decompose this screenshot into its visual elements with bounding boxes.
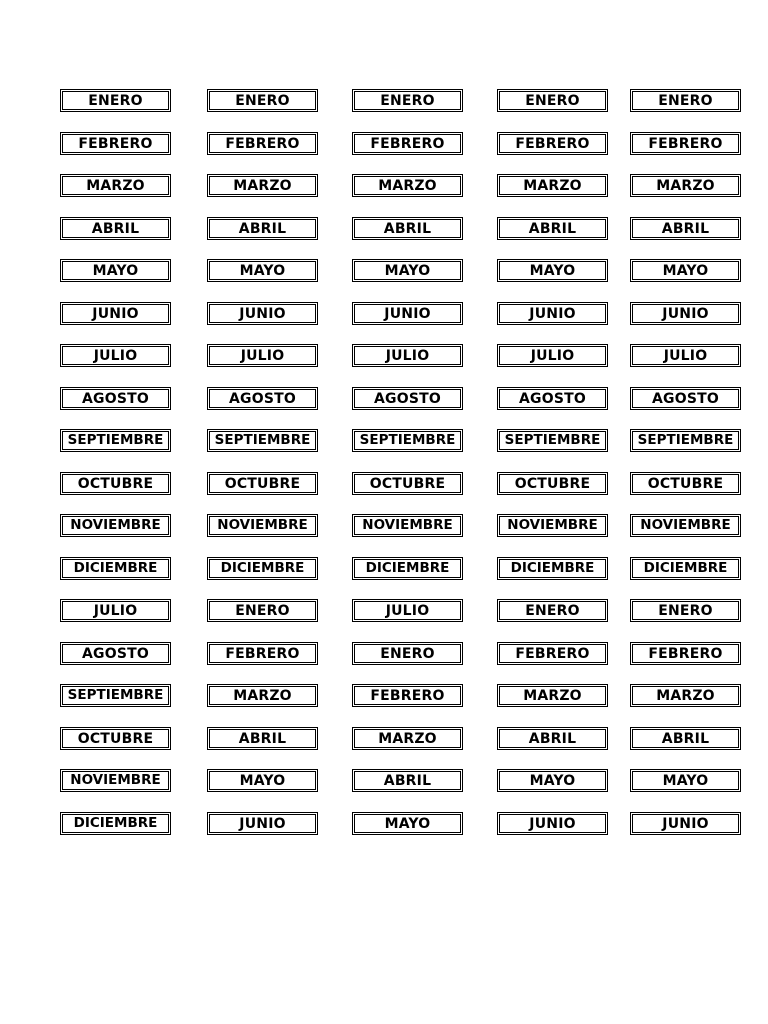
month-label: JUNIO <box>352 302 463 325</box>
month-label: JUNIO <box>497 302 608 325</box>
month-label: FEBRERO <box>60 132 171 155</box>
month-label: NOVIEMBRE <box>60 769 171 792</box>
month-label: MARZO <box>497 174 608 197</box>
month-label: NOVIEMBRE <box>207 514 318 537</box>
month-label: ABRIL <box>352 217 463 240</box>
month-label: MARZO <box>207 684 318 707</box>
month-label: JULIO <box>497 344 608 367</box>
month-label: ENERO <box>207 599 318 622</box>
month-label: MARZO <box>207 174 318 197</box>
month-label: MARZO <box>60 174 171 197</box>
month-label: MAYO <box>630 259 741 282</box>
month-label: ABRIL <box>497 217 608 240</box>
month-label: FEBRERO <box>207 132 318 155</box>
month-label: ABRIL <box>630 727 741 750</box>
month-label: NOVIEMBRE <box>60 514 171 537</box>
month-label: MARZO <box>497 684 608 707</box>
month-label: ABRIL <box>207 217 318 240</box>
month-label: AGOSTO <box>60 387 171 410</box>
month-label: ABRIL <box>630 217 741 240</box>
month-label: MARZO <box>630 174 741 197</box>
month-label: JULIO <box>60 344 171 367</box>
month-label: OCTUBRE <box>207 472 318 495</box>
month-label: MARZO <box>630 684 741 707</box>
month-label: MAYO <box>207 769 318 792</box>
month-label: SEPTIEMBRE <box>352 429 463 452</box>
month-label: SEPTIEMBRE <box>497 429 608 452</box>
month-label: FEBRERO <box>497 642 608 665</box>
month-label: FEBRERO <box>630 642 741 665</box>
month-label: DICIEMBRE <box>207 557 318 580</box>
month-label: MARZO <box>352 727 463 750</box>
month-label: AGOSTO <box>630 387 741 410</box>
month-label: DICIEMBRE <box>352 557 463 580</box>
month-label: FEBRERO <box>497 132 608 155</box>
month-label: ABRIL <box>352 769 463 792</box>
month-label: MARZO <box>352 174 463 197</box>
month-label: ENERO <box>497 89 608 112</box>
month-label: JULIO <box>207 344 318 367</box>
month-label: MAYO <box>207 259 318 282</box>
month-label: OCTUBRE <box>497 472 608 495</box>
month-label: MAYO <box>60 259 171 282</box>
month-label: ENERO <box>630 89 741 112</box>
month-label: ENERO <box>352 89 463 112</box>
month-label: NOVIEMBRE <box>497 514 608 537</box>
month-label: FEBRERO <box>207 642 318 665</box>
month-label: OCTUBRE <box>630 472 741 495</box>
month-label: ABRIL <box>497 727 608 750</box>
month-label: JULIO <box>60 599 171 622</box>
month-label: SEPTIEMBRE <box>207 429 318 452</box>
month-label: FEBRERO <box>352 132 463 155</box>
month-label: JULIO <box>352 599 463 622</box>
month-label: OCTUBRE <box>60 472 171 495</box>
month-label: JULIO <box>630 344 741 367</box>
month-label: FEBRERO <box>630 132 741 155</box>
month-label: SEPTIEMBRE <box>630 429 741 452</box>
month-label: OCTUBRE <box>60 727 171 750</box>
month-label: MAYO <box>352 259 463 282</box>
month-label: DICIEMBRE <box>497 557 608 580</box>
month-label: NOVIEMBRE <box>352 514 463 537</box>
month-label: ENERO <box>207 89 318 112</box>
month-label: OCTUBRE <box>352 472 463 495</box>
month-label: JUNIO <box>630 302 741 325</box>
month-label: AGOSTO <box>352 387 463 410</box>
month-label: ENERO <box>352 642 463 665</box>
month-label: AGOSTO <box>207 387 318 410</box>
month-label: NOVIEMBRE <box>630 514 741 537</box>
month-label: ENERO <box>60 89 171 112</box>
month-label: FEBRERO <box>352 684 463 707</box>
month-label: JUNIO <box>60 302 171 325</box>
month-label: DICIEMBRE <box>60 557 171 580</box>
month-label: MAYO <box>352 812 463 835</box>
month-label: ENERO <box>630 599 741 622</box>
month-label: SEPTIEMBRE <box>60 429 171 452</box>
month-label: MAYO <box>497 769 608 792</box>
month-label: DICIEMBRE <box>60 812 171 835</box>
month-label: DICIEMBRE <box>630 557 741 580</box>
month-label: AGOSTO <box>60 642 171 665</box>
month-label: JUNIO <box>207 302 318 325</box>
month-label: MAYO <box>497 259 608 282</box>
month-label: MAYO <box>630 769 741 792</box>
month-label: ABRIL <box>60 217 171 240</box>
month-label: AGOSTO <box>497 387 608 410</box>
month-label: JUNIO <box>207 812 318 835</box>
month-label: ENERO <box>497 599 608 622</box>
month-label: ABRIL <box>207 727 318 750</box>
month-label: JULIO <box>352 344 463 367</box>
month-label: SEPTIEMBRE <box>60 684 171 707</box>
month-label: JUNIO <box>497 812 608 835</box>
month-label: JUNIO <box>630 812 741 835</box>
